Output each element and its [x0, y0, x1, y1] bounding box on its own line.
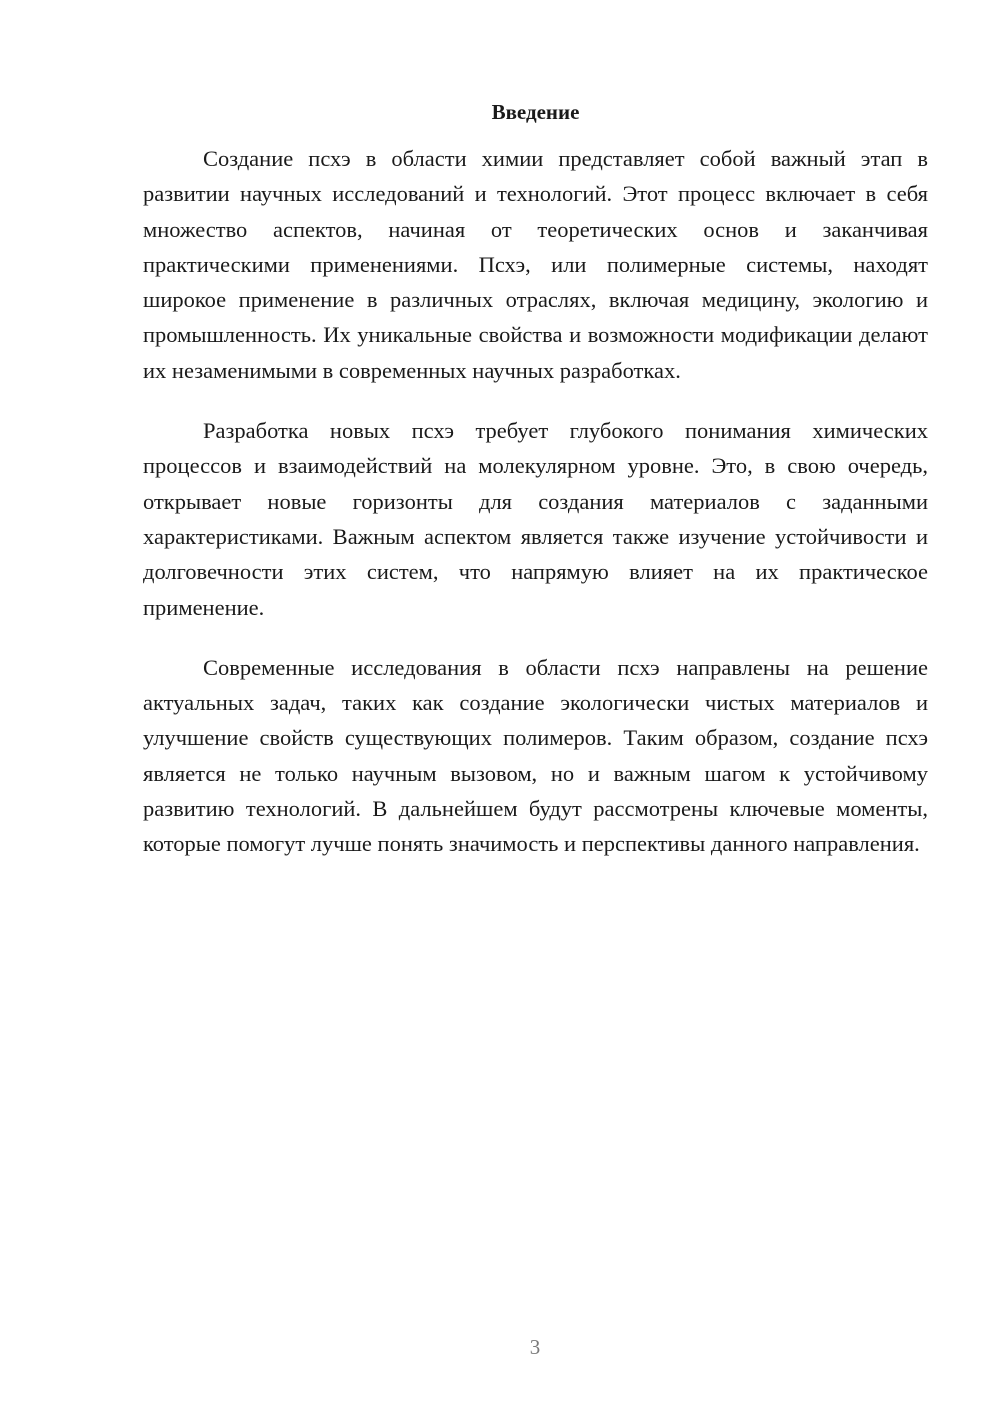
- paragraph-3: Современные исследования в области псхэ направлены на решение актуальных задач, таких как создание экологически чистых материалов и улучшение свойств существующих полимеров. Таким образом, создание псхэ является не только научным вызовом, но и важным шагом к устойчивому развитию технологий. В дальнейшем будут рассмотрены ключевые моменты, которые помогут лучше понять значимость и перспективы данного направления.: [143, 654, 928, 857]
- section-heading: Введение: [491, 100, 580, 124]
- paragraph-1: Создание псхэ в области химии представляет собой важный этап в развитии научных исследований и технологий. Этот процесс включает в себя множество аспектов, начиная от теоретических основ и заканчивая практическими применениями. Псхэ, или полимерные системы, находят широкое применение в различных отраслях, включая медицину, экологию и промышленность. Их уникальные свойства и возможности модификации делают их незаменимыми в современных научных разработках.: [143, 146, 928, 383]
- page-number: 3: [529, 1335, 541, 1359]
- paragraph-2: Разработка новых псхэ требует глубокого понимания химических процессов и взаимодействий на молекулярном уровне. Это, в свою очередь, открывает новые горизонты для создания материалов с заданными характеристиками. Важным аспектом является также изучение устойчивости и долговечности этих систем, что напрямую влияет на их практическое применение.: [143, 418, 928, 620]
- body-text: [143, 141, 928, 887]
